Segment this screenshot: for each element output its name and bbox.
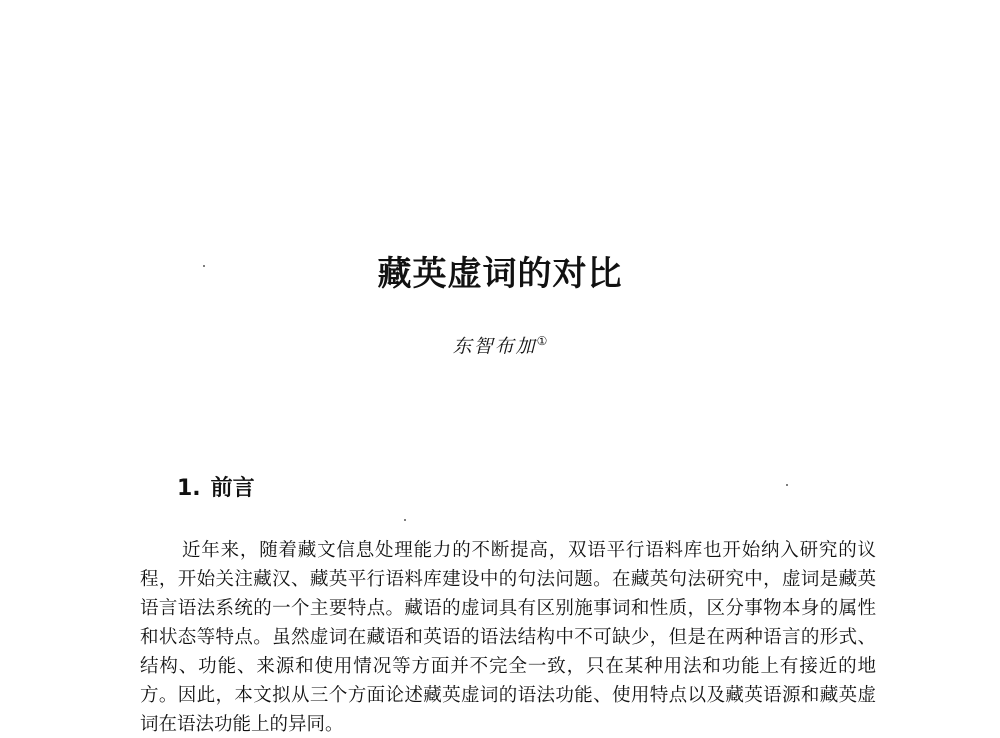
author-line — [0, 328, 1000, 359]
section-heading — [177, 474, 255, 504]
section-title: 前言 — [210, 476, 255, 501]
footnote-marker: ① — [536, 334, 548, 348]
article-title: 藏英虚词的对比 — [377, 254, 623, 294]
scan-speck — [404, 519, 406, 521]
scan-speck — [786, 484, 788, 486]
section-number: 1. — [177, 476, 201, 501]
intro-paragraph: 近年来，随着藏文信息处理能力的不断提高，双语平行语料库也开始纳入研究的议程，开始关注藏汉、藏英平行语料库建设中的句法问题。在藏英句法研究中，虚词是藏英语言语法系统的一个主要特点。藏语的虚词具有区别施事词和性质，区分事物本身的属性和状态等特点。虽然虚词在藏语和英语的语法结构中不可缺少，但是在两种语言的形式、结构、功能、来源和使用情况等方面并不完全一致，只在某种用法和功能上有接近的地方。因此，本文拟从三个方面论述藏英虚词的语法功能、使用特点以及藏英语源和藏英虚词在语法功能上的异同。 — [140, 540, 876, 735]
author-name: 东智布加 — [452, 335, 537, 358]
